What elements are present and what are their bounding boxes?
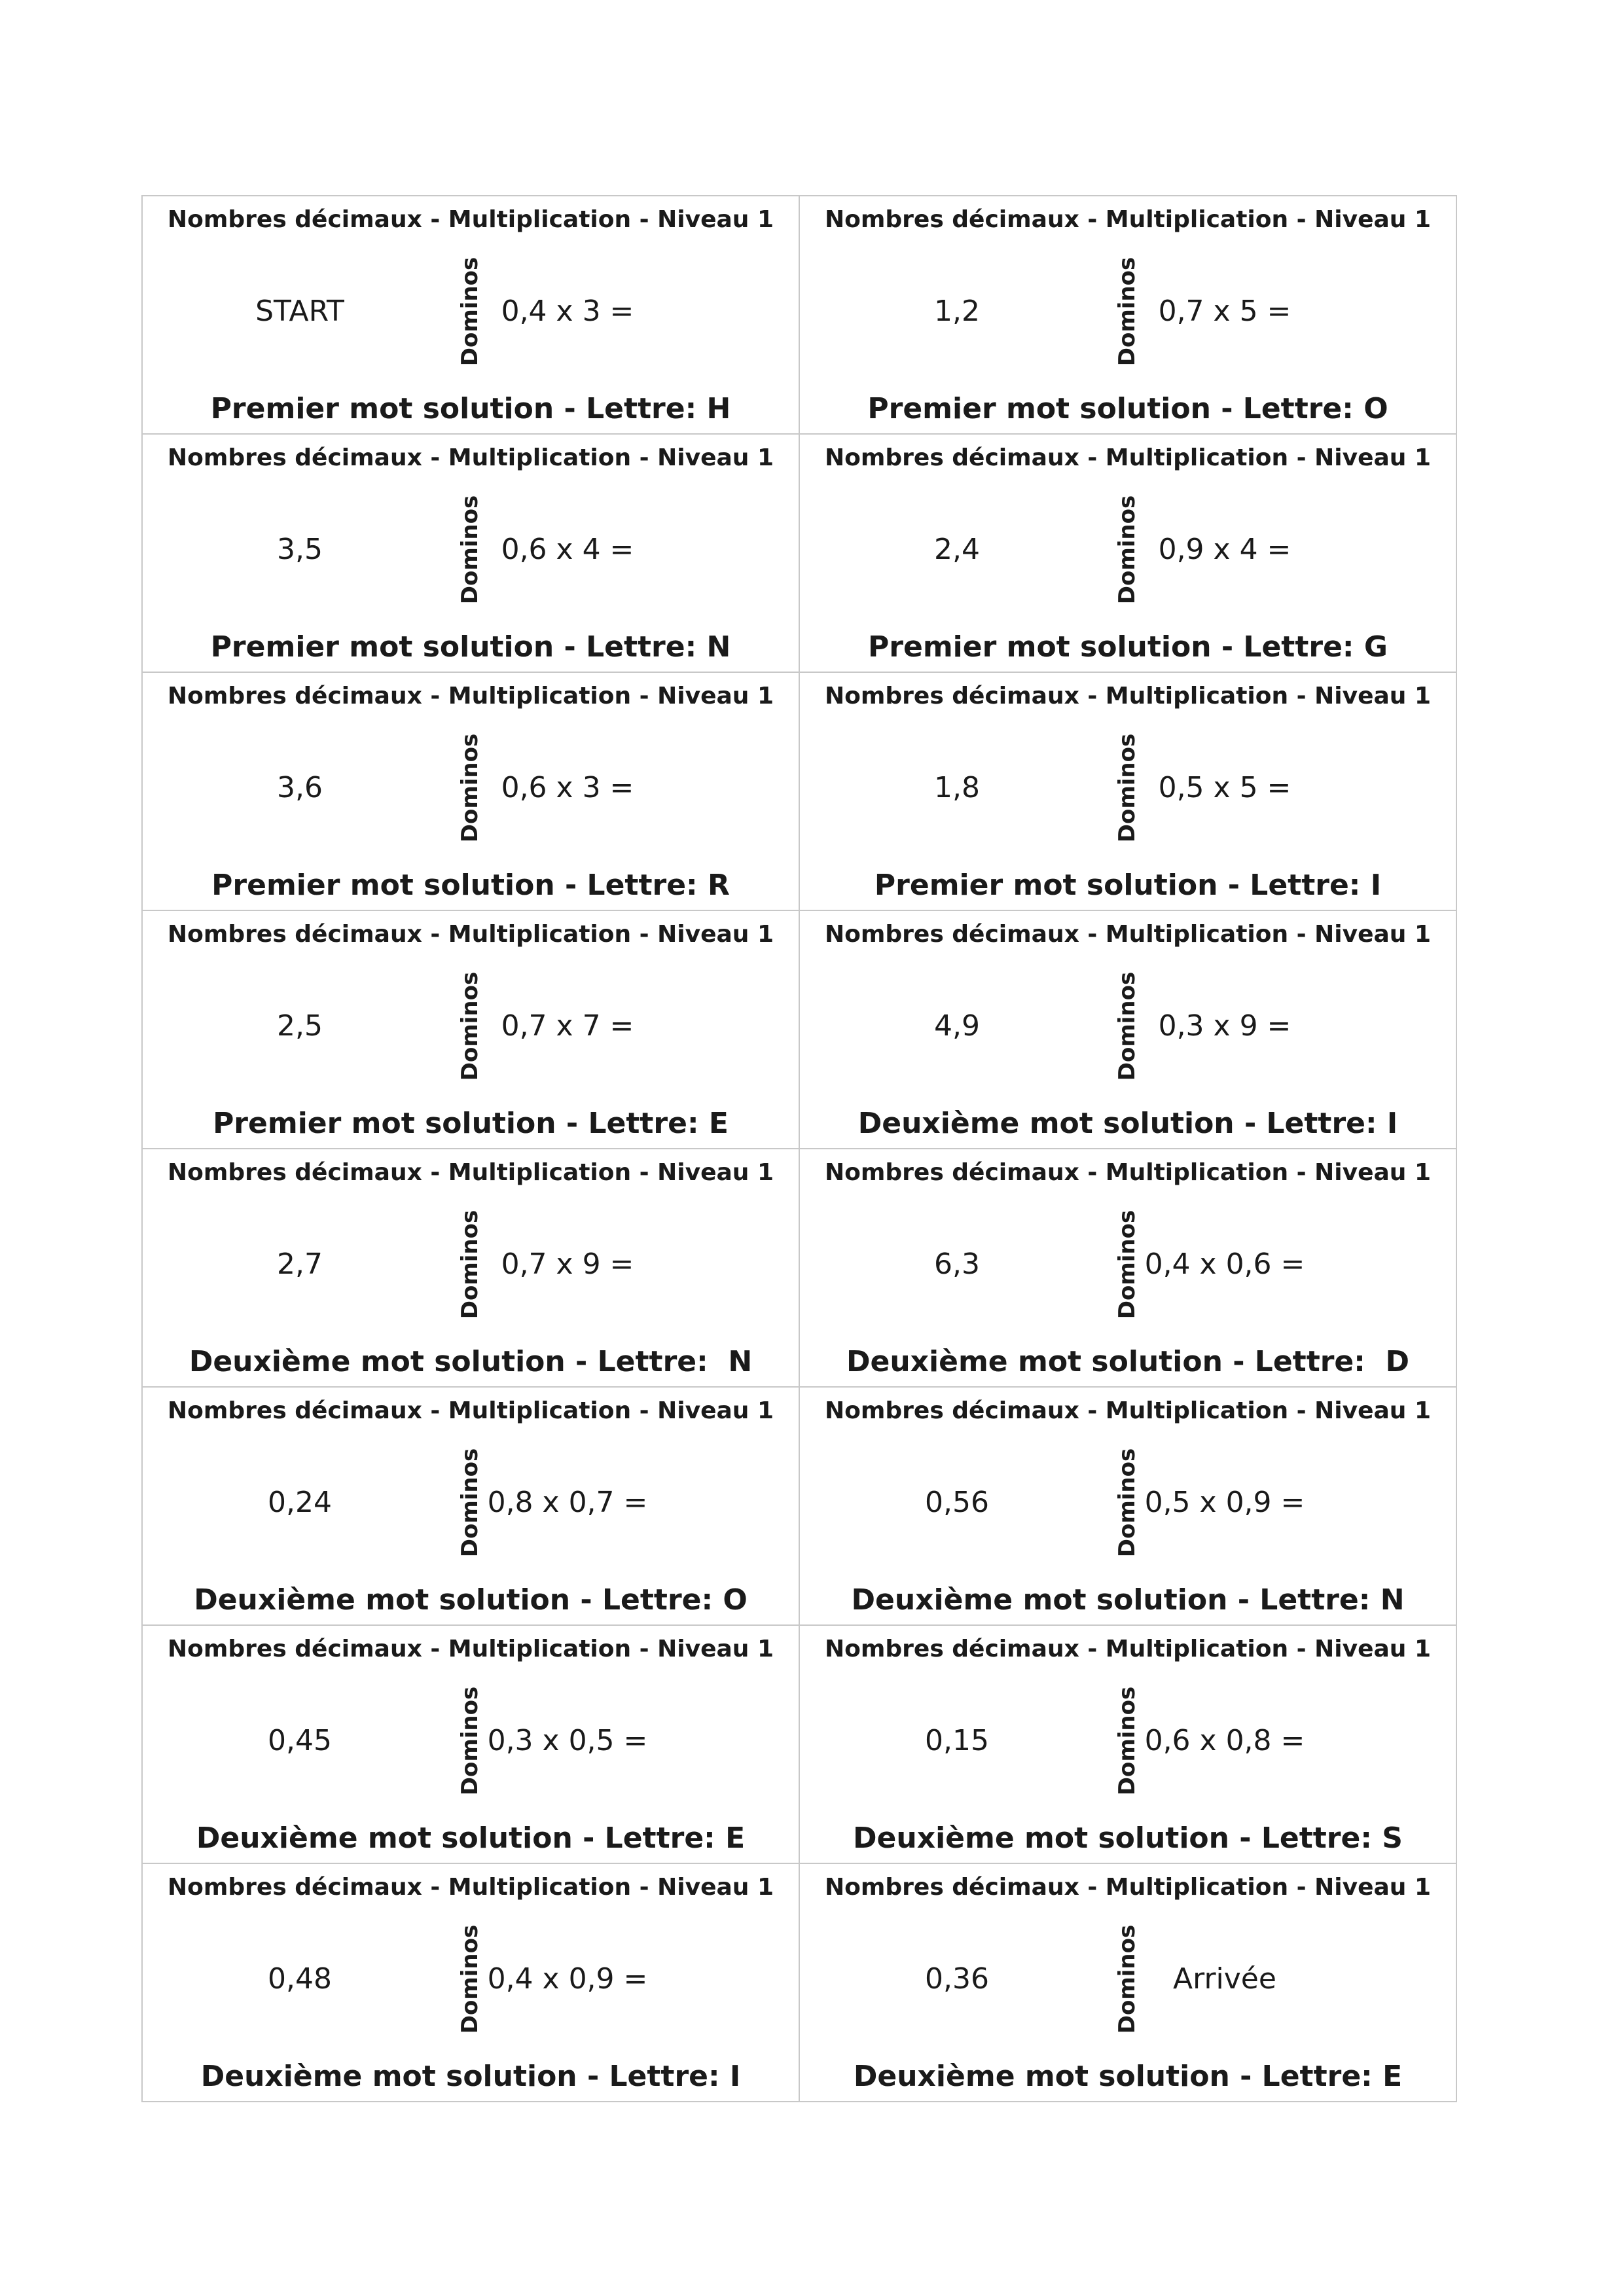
dominos-label: Dominos	[1114, 257, 1140, 367]
card-header: Nombres décimaux - Multiplication - Niveau 1	[825, 1397, 1431, 1424]
card-answer: 0,48	[268, 1962, 332, 1996]
card-header: Nombres décimaux - Multiplication - Niveau 1	[825, 444, 1431, 471]
card-question: 0,8 x 0,7 =	[487, 1486, 648, 1519]
card-header: Nombres décimaux - Multiplication - Niveau 1	[825, 206, 1431, 233]
card-answer: START	[255, 295, 344, 328]
domino-card	[143, 196, 800, 435]
card-question: 0,4 x 0,6 =	[1144, 1247, 1305, 1281]
card-footer: Deuxième mot solution - Lettre: D	[846, 1345, 1410, 1378]
dominos-label: Dominos	[1114, 495, 1140, 605]
card-footer: Deuxième mot solution - Lettre: S	[853, 1821, 1403, 1855]
dominos-label: Dominos	[457, 257, 483, 367]
card-question: 0,7 x 5 =	[1158, 295, 1291, 328]
dominos-label: Dominos	[1114, 1686, 1140, 1796]
card-answer: 0,15	[925, 1724, 989, 1757]
card-footer: Premier mot solution - Lettre: G	[868, 630, 1388, 664]
card-answer: 0,56	[925, 1486, 989, 1519]
dominos-label: Dominos	[1114, 1210, 1140, 1319]
card-question: 0,3 x 9 =	[1158, 1009, 1291, 1043]
card-answer: 1,8	[934, 771, 980, 804]
domino-card	[143, 1626, 800, 1864]
card-question: Arrivée	[1173, 1962, 1276, 1996]
domino-card	[143, 911, 800, 1149]
card-header: Nombres décimaux - Multiplication - Niveau 1	[168, 206, 774, 233]
dominos-label: Dominos	[457, 1448, 483, 1558]
card-answer: 0,45	[268, 1724, 332, 1757]
card-answer: 0,24	[268, 1486, 332, 1519]
dominos-label: Dominos	[1114, 1448, 1140, 1558]
domino-card	[143, 1388, 800, 1626]
card-answer: 3,6	[277, 771, 323, 804]
card-footer: Premier mot solution - Lettre: E	[213, 1107, 729, 1140]
domino-card-sheet	[141, 195, 1457, 2102]
card-question: 0,5 x 5 =	[1158, 771, 1291, 804]
card-question: 0,7 x 9 =	[501, 1247, 634, 1281]
card-answer: 0,36	[925, 1962, 989, 1996]
card-footer: Deuxième mot solution - Lettre: I	[200, 2060, 741, 2093]
domino-card	[143, 673, 800, 911]
card-answer: 4,9	[934, 1009, 980, 1043]
card-footer: Premier mot solution - Lettre: N	[210, 630, 731, 664]
card-answer: 6,3	[934, 1247, 980, 1281]
dominos-label: Dominos	[457, 733, 483, 843]
domino-card	[800, 1626, 1457, 1864]
card-footer: Premier mot solution - Lettre: I	[874, 869, 1382, 902]
dominos-label: Dominos	[457, 1924, 483, 2034]
card-answer: 1,2	[934, 295, 980, 328]
card-question: 0,6 x 3 =	[501, 771, 634, 804]
dominos-label: Dominos	[457, 971, 483, 1081]
card-question: 0,3 x 0,5 =	[487, 1724, 648, 1757]
card-footer: Deuxième mot solution - Lettre: O	[194, 1583, 748, 1617]
domino-card	[800, 1864, 1457, 2102]
card-answer: 2,5	[277, 1009, 323, 1043]
card-header: Nombres décimaux - Multiplication - Niveau 1	[825, 1159, 1431, 1186]
card-header: Nombres décimaux - Multiplication - Niveau 1	[168, 444, 774, 471]
domino-card	[143, 1149, 800, 1388]
card-header: Nombres décimaux - Multiplication - Niveau 1	[825, 921, 1431, 948]
card-header: Nombres décimaux - Multiplication - Niveau 1	[825, 683, 1431, 709]
card-question: 0,9 x 4 =	[1158, 533, 1291, 566]
card-footer: Deuxième mot solution - Lettre: I	[857, 1107, 1398, 1140]
domino-card	[800, 435, 1457, 673]
domino-card	[800, 1388, 1457, 1626]
card-footer: Deuxième mot solution - Lettre: N	[851, 1583, 1405, 1617]
dominos-label: Dominos	[457, 1686, 483, 1796]
card-header: Nombres décimaux - Multiplication - Niveau 1	[825, 1874, 1431, 1901]
card-question: 0,4 x 0,9 =	[487, 1962, 648, 1996]
domino-card	[143, 435, 800, 673]
card-footer: Deuxième mot solution - Lettre: N	[189, 1345, 753, 1378]
card-footer: Deuxième mot solution - Lettre: E	[196, 1821, 746, 1855]
card-question: 0,4 x 3 =	[501, 295, 634, 328]
card-question: 0,6 x 4 =	[501, 533, 634, 566]
card-question: 0,7 x 7 =	[501, 1009, 634, 1043]
card-footer: Premier mot solution - Lettre: R	[211, 869, 730, 902]
card-answer: 2,7	[277, 1247, 323, 1281]
card-answer: 2,4	[934, 533, 980, 566]
card-header: Nombres décimaux - Multiplication - Niveau 1	[168, 1636, 774, 1662]
dominos-label: Dominos	[1114, 733, 1140, 843]
dominos-label: Dominos	[1114, 1924, 1140, 2034]
dominos-label: Dominos	[457, 495, 483, 605]
card-answer: 3,5	[277, 533, 323, 566]
card-footer: Premier mot solution - Lettre: O	[867, 392, 1388, 425]
card-footer: Premier mot solution - Lettre: H	[210, 392, 731, 425]
card-header: Nombres décimaux - Multiplication - Niveau 1	[168, 683, 774, 709]
card-question: 0,5 x 0,9 =	[1144, 1486, 1305, 1519]
card-header: Nombres décimaux - Multiplication - Niveau 1	[825, 1636, 1431, 1662]
domino-card	[800, 1149, 1457, 1388]
dominos-label: Dominos	[457, 1210, 483, 1319]
card-header: Nombres décimaux - Multiplication - Niveau 1	[168, 1159, 774, 1186]
domino-card	[143, 1864, 800, 2102]
card-footer: Deuxième mot solution - Lettre: E	[853, 2060, 1403, 2093]
card-header: Nombres décimaux - Multiplication - Niveau 1	[168, 1397, 774, 1424]
dominos-label: Dominos	[1114, 971, 1140, 1081]
card-header: Nombres décimaux - Multiplication - Niveau 1	[168, 921, 774, 948]
domino-card	[800, 196, 1457, 435]
card-question: 0,6 x 0,8 =	[1144, 1724, 1305, 1757]
domino-card	[800, 911, 1457, 1149]
card-header: Nombres décimaux - Multiplication - Niveau 1	[168, 1874, 774, 1901]
domino-card	[800, 673, 1457, 911]
